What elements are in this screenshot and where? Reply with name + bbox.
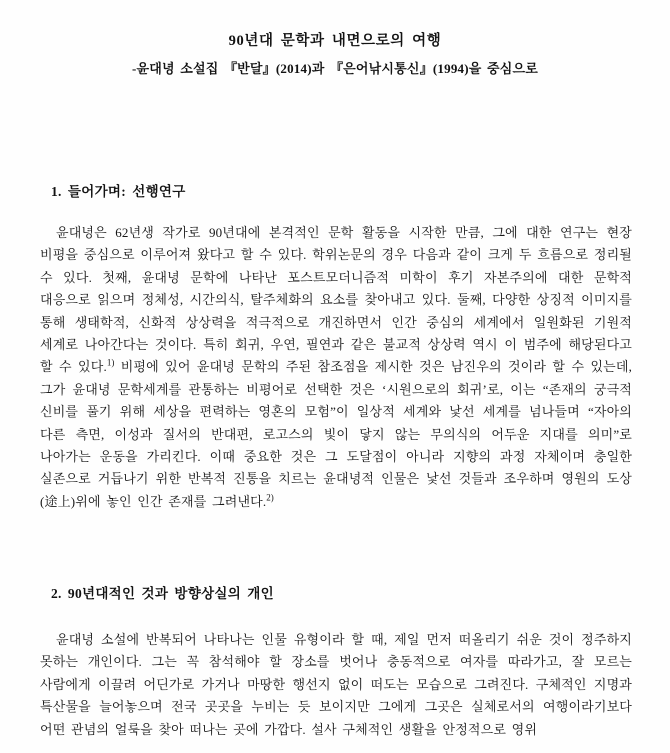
title-block [0,0,670,78]
footnote-marker-1[interactable]: 1) [106,358,115,369]
footnote-marker-2[interactable]: 2) [266,492,274,503]
paragraph-text-part-2: 비평에 있어 윤대녕 문학의 주된 참조점을 제시한 것은 남진우의 것이라 할 수 있는데, 그가 윤대녕 문학세계를 관통하는 비평어로 선택한 것은 ‘시원으로의 회귀’로, 이는 “존재의 궁극적 신비를 풀기 위해 세상을 편력하는 영혼의 모험”이 일상적 세계와 낯선 세계를 넘나들며 “자아의 다른 측면, 이성과 질서의 반대편, 로고스의 빛이 닿지 않는 무의식의 어두운 지대를 의미”로 나아가는 운동을 가리킨다. 이때 중요한 것은 그 도달점이 아니라 지향의 과정 자체이며 충일한 실존으로 거듭나기 위한 반복적 진통을 치르는 윤대녕적 인물은 낯선 것들과 조우하며 영원의 도상(途上)위에 놓인 인간 존재를 그려낸다. [40,359,632,509]
section-heading-2: 2. 90년대적인 것과 방향상실의 개인 [51,586,274,601]
paragraph-text-part-1: 윤대녕은 62년생 작가로 90년대에 본격적인 문학 활동을 시작한 만큼, 그에 대한 연구는 현장 비평을 중심으로 이루어져 왔다고 할 수 있다. 학위논문의 경우 다음과 같이 크게 두 흐름으로 정리될 수 있다. 첫째, 윤대녕 문학에 나타난 포스트모더니즘적 미학이 후기 자본주의에 대한 문학적 대응으로 읽으며 정체성, 시간의식, 탈주체화의 요소를 찾아내고 있다. 둘째, 다양한 상징적 이미지를 통해 생태학적, 신화적 상상력을 적극적으로 개진하면서 인간 중심의 세계에서 일원화된 기원적 세계로 나아간다는 것이다. 특히 회귀, 우연, 필연과 같은 불교적 상상력 역시 이 범주에 해당된다고 할 수 있다. [40,225,632,375]
section-heading-1: 1. 들어가며: 선행연구 [51,184,186,199]
section-2-paragraph: 윤대녕 소설에 반복되어 나타나는 인물 유형이라 할 때, 제일 먼저 떠올리기 쉬운 것이 정주하지 못하는 개인이다. 그는 꼭 참석해야 할 장소를 벗어나 충동적으로 여자를 따라가고, 잘 모르는 사람에게 이끌려 어딘가로 가거나 마땅한 행선지 없이 떠도는 모습으로 그려진다. 구체적인 지명과 특산물을 늘어놓으며 전국 곳곳을 누비는 듯 보이지만 그에게 그곳은 실체로서의 여행이라기보다 어떤 관념의 얼룩을 찾아 떠나는 곳에 가깝다. 설사 구체적인 생활을 안정적으로 영위 [40,632,632,737]
section-1-paragraph [40,222,632,513]
page-title: 90년대 문학과 내면으로의 여행 [228,33,442,49]
page-subtitle: -윤대녕 소설집 『반달』(2014)과 『은어낚시통신』(1994)을 중심으로 [131,61,538,77]
